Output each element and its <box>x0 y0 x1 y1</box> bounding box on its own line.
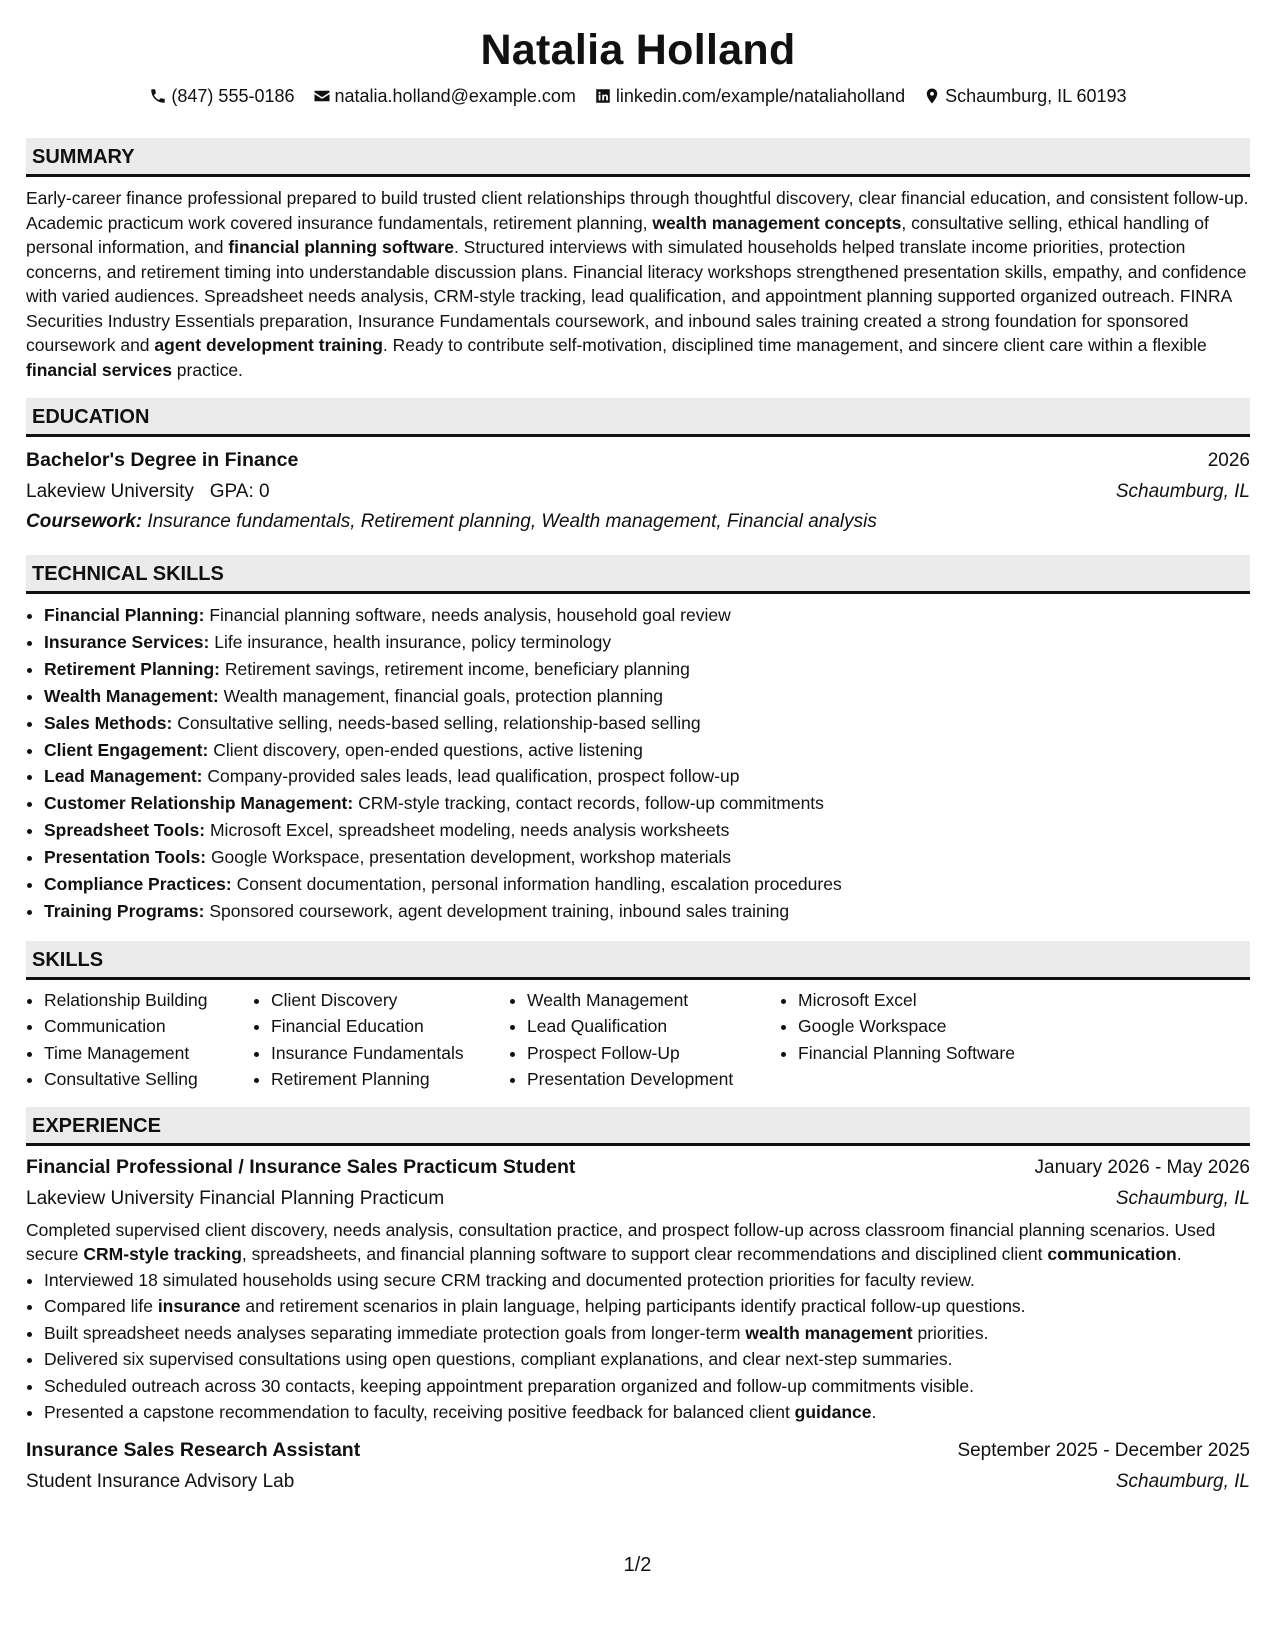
email-text[interactable]: natalia.holland@example.com <box>334 86 576 106</box>
school-text: Lakeview University <box>26 481 194 502</box>
list-item: • Communication <box>44 1013 253 1040</box>
bold-text: agent development training <box>154 335 383 355</box>
contact-email[interactable] <box>313 84 576 108</box>
list-item: • Financial Education <box>271 1013 509 1040</box>
list-item: • Time Management <box>44 1040 253 1067</box>
list-item: • Insurance Fundamentals <box>271 1040 509 1067</box>
school-name <box>26 476 270 507</box>
bold-text: financial services <box>26 359 172 380</box>
skill-text: Life insurance, health insurance, policy terminology <box>214 631 612 652</box>
text-run: practice. <box>171 359 243 380</box>
skill-label: Training Programs: <box>44 900 205 921</box>
list-item: • Wealth Management <box>527 987 780 1014</box>
linkedin-text[interactable]: linkedin.com/example/nataliaholland <box>615 86 906 106</box>
text-run: Early-career finance professional prepared to build trusted client relationships through thoughtful discovery, clear financial education, and consistent follow-up. Academic practicum work covered insurance fundamentals, retirement planning, <box>26 188 1249 233</box>
skills-grid <box>26 987 1250 1093</box>
job-location: Schaumburg, IL <box>1115 1470 1250 1492</box>
skill-text: Consent documentation, personal information handling, escalation procedures <box>236 874 842 895</box>
list-item: • Consultative Selling <box>44 1066 253 1093</box>
text-run: Compared life <box>44 1296 158 1317</box>
contact-location <box>923 84 1126 108</box>
text-run: . <box>871 1402 877 1423</box>
list-item <box>44 629 1250 656</box>
skill-label: Financial Planning: <box>44 605 205 625</box>
skill-text: Google Workspace, presentation development, workshop materials <box>210 847 732 868</box>
skill-text: Company-provided sales leads, lead qualification, prospect follow-up <box>207 766 740 787</box>
experience-entry <box>26 1152 1250 1426</box>
list-item <box>44 844 1250 871</box>
bold-text: wealth management <box>745 1322 913 1343</box>
text-run: Completed supervised client discovery, needs analysis, consultation practice, and prospect follow-up across classroom financial planning scenarios. Used secure <box>26 1219 1216 1265</box>
phone-icon <box>149 87 167 105</box>
bold-text: guidance <box>794 1402 872 1423</box>
list-item <box>44 656 1250 683</box>
skill-text: Retirement savings, retirement income, beneficiary planning <box>224 658 690 679</box>
page-number: 1/2 <box>623 1554 652 1576</box>
section-heading-summary: SUMMARY <box>26 138 1250 177</box>
list-item: • Prospect Follow-Up <box>527 1040 780 1067</box>
text-run: Interviewed 18 simulated households using secure CRM tracking and documented protection priorities for faculty review. <box>44 1269 975 1290</box>
skill-text: Microsoft Excel, spreadsheet modeling, needs analysis worksheets <box>209 820 730 841</box>
school-location: Schaumburg, IL <box>1115 481 1250 502</box>
skill-label: Customer Relationship Management: <box>44 793 354 814</box>
skill-label: Sales Methods: <box>44 712 173 733</box>
skill-text: Financial planning software, needs analysis, household goal review <box>209 605 731 625</box>
list-item <box>44 817 1250 844</box>
contact-phone <box>149 84 294 108</box>
skill-text: CRM-style tracking, contact records, follow-up commitments <box>358 793 824 814</box>
text-run: Presented a capstone recommendation to faculty, receiving positive feedback for balanced client <box>44 1402 795 1423</box>
job-location: Schaumburg, IL <box>1115 1187 1250 1209</box>
job-dates: January 2026 - May 2026 <box>1034 1156 1250 1178</box>
coursework-label: Coursework: <box>26 511 143 532</box>
summary-paragraph <box>26 186 1250 382</box>
education-entry <box>26 445 1250 537</box>
skill-label: Lead Management: <box>44 766 203 787</box>
text-run: priorities. <box>912 1322 989 1343</box>
section-heading-skills: SKILLS <box>26 941 1250 980</box>
bold-text: financial planning software <box>228 237 454 257</box>
contact-bar <box>26 84 1250 108</box>
location-text: Schaumburg, IL 60193 <box>945 86 1127 106</box>
list-item <box>44 1267 1250 1294</box>
experience-entry <box>26 1435 1250 1497</box>
bold-text: wealth management concepts <box>652 212 902 233</box>
list-item <box>44 1293 1250 1320</box>
skill-text: Consultative selling, needs-based selling, relationship-based selling <box>177 712 701 733</box>
bold-text: CRM-style tracking <box>83 1244 242 1265</box>
job-dates: September 2025 - December 2025 <box>957 1439 1250 1461</box>
list-item <box>44 602 1250 629</box>
skill-label: Spreadsheet Tools: <box>44 820 206 841</box>
technical-skills-list <box>26 602 1250 925</box>
list-item <box>44 1399 1250 1426</box>
skill-label: Insurance Services: <box>44 631 210 652</box>
text-run: Scheduled outreach across 30 contacts, keeping appointment preparation organized and follow-up commitments visible. <box>44 1375 974 1396</box>
list-item <box>44 683 1250 710</box>
section-heading-experience: EXPERIENCE <box>26 1107 1250 1146</box>
skill-label: Wealth Management: <box>44 685 219 706</box>
degree-title: Bachelor's Degree in Finance <box>26 449 299 471</box>
list-item: • Presentation Development <box>527 1066 780 1093</box>
job-summary <box>26 1218 1250 1267</box>
skills-column <box>780 987 1098 1093</box>
list-item: • Retirement Planning <box>271 1066 509 1093</box>
job-organization: Student Insurance Advisory Lab <box>26 1470 295 1492</box>
skills-column <box>26 987 253 1093</box>
text-run: Built spreadsheet needs analyses separating immediate protection goals from longer-term <box>44 1322 746 1343</box>
contact-linkedin[interactable] <box>594 84 905 108</box>
bold-text: insurance <box>157 1296 241 1317</box>
skill-text: Sponsored coursework, agent development training, inbound sales training <box>209 900 790 921</box>
list-item <box>44 737 1250 764</box>
list-item: • Lead Qualification <box>527 1013 780 1040</box>
list-item: • Relationship Building <box>44 987 253 1014</box>
list-item <box>44 1373 1250 1400</box>
bold-text: communication <box>1047 1244 1177 1265</box>
job-organization: Lakeview University Financial Planning Practicum <box>26 1187 445 1209</box>
candidate-name: Natalia Holland <box>480 26 796 74</box>
text-run: and retirement scenarios in plain language, helping participants identify practical follow-up questions. <box>240 1296 1026 1317</box>
job-title: Financial Professional / Insurance Sales Practicum Student <box>26 1155 576 1178</box>
list-item: • Financial Planning Software <box>798 1040 1098 1067</box>
skills-column <box>253 987 509 1093</box>
list-item <box>44 763 1250 790</box>
list-item: • Google Workspace <box>798 1013 1098 1040</box>
text-run: . Structured interviews with simulated households helped translate income priorities, protection concerns, and retirement timing into understandable discussion plans. Financial literacy workshops strengthened presentation skills, empathy, and confidence with varied audiences. Spreadsheet needs analysis, CRM-style tracking, lead qualification, and appointment planning supported organized outreach. FINRA Securities Industry Essentials preparation, Insurance Fundamentals coursework, and inbound sales training created a strong foundation for sponsored coursework and <box>26 237 1247 355</box>
resume-page <box>26 0 1250 1497</box>
skill-text: Wealth management, financial goals, protection planning <box>223 685 663 706</box>
list-item <box>44 1346 1250 1373</box>
coursework-line <box>26 507 1250 537</box>
envelope-icon <box>313 87 331 105</box>
text-run: , consultative selling, ethical handling of personal information, and <box>26 212 1209 257</box>
graduation-year: 2026 <box>1207 450 1250 471</box>
gpa-text: GPA: 0 <box>209 481 270 502</box>
skill-label: Compliance Practices: <box>44 874 232 895</box>
text-run: . <box>1176 1244 1182 1265</box>
skill-label: Retirement Planning: <box>44 658 220 679</box>
map-pin-icon <box>923 87 941 105</box>
list-item <box>44 898 1250 925</box>
skill-label: Presentation Tools: <box>44 847 207 868</box>
text-run: . Ready to contribute self-motivation, disciplined time management, and sincere client care within a flexible <box>382 335 1207 355</box>
skill-text: Client discovery, open-ended questions, active listening <box>213 739 643 760</box>
section-heading-technical-skills: TECHNICAL SKILLS <box>26 555 1250 594</box>
text-run: , spreadsheets, and financial planning software to support clear recommendations and disciplined client <box>241 1244 1048 1265</box>
skills-column <box>509 987 780 1093</box>
coursework-text: Insurance fundamentals, Retirement planning, Wealth management, Financial analysis <box>147 511 877 532</box>
list-item <box>44 1320 1250 1347</box>
list-item: • Microsoft Excel <box>798 987 1098 1014</box>
skill-label: Client Engagement: <box>44 739 209 760</box>
job-title: Insurance Sales Research Assistant <box>26 1438 361 1461</box>
list-item <box>44 790 1250 817</box>
job-bullet-list <box>26 1267 1250 1426</box>
phone-text: (847) 555-0186 <box>171 86 295 106</box>
list-item: • Client Discovery <box>271 987 509 1014</box>
linkedin-icon <box>594 87 612 105</box>
section-heading-education: EDUCATION <box>26 398 1250 437</box>
text-run: Delivered six supervised consultations using open questions, compliant explanations, and clear next-step summaries. <box>44 1349 953 1370</box>
list-item <box>44 710 1250 737</box>
list-item <box>44 871 1250 898</box>
